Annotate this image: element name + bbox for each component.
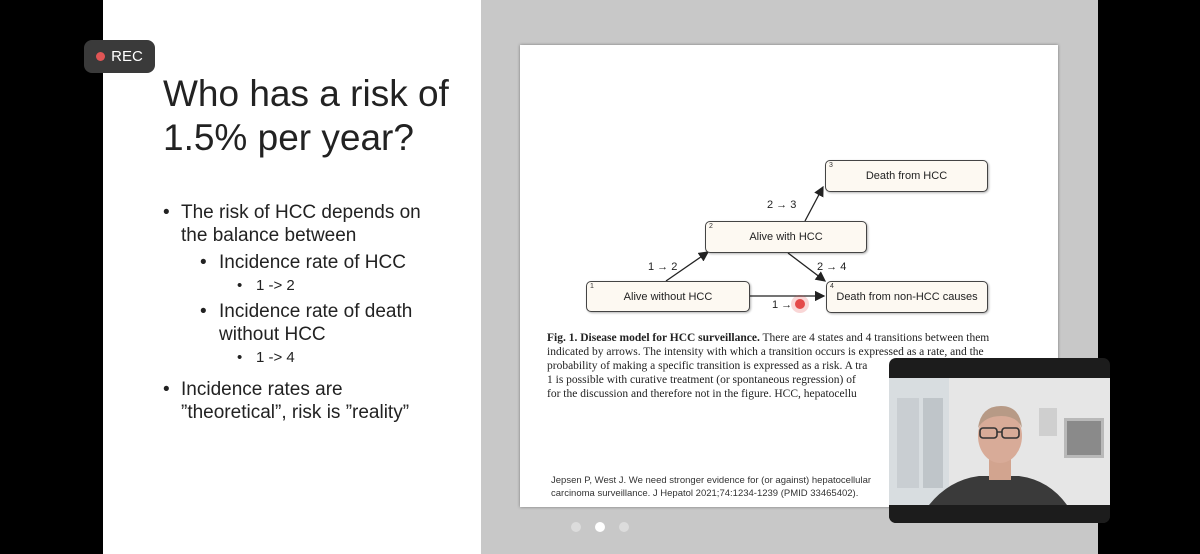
- transition-label-2-4: 2 → 4: [817, 261, 847, 273]
- right-letterbox: [1098, 0, 1200, 554]
- bullet-icon: •: [163, 202, 170, 223]
- bullet-icon: •: [237, 277, 243, 294]
- bullet-icon: •: [200, 301, 207, 322]
- state-label: Death from non-HCC causes: [836, 291, 978, 303]
- citation-line: Jepsen P, West J. We need stronger evidence for (or against) hepatocellular: [551, 475, 872, 486]
- slide-text-panel: [103, 0, 481, 554]
- state-death-from-hcc: [825, 160, 988, 192]
- citation: [551, 474, 891, 500]
- pager-dot[interactable]: [571, 522, 581, 532]
- state-number: 1: [590, 283, 594, 290]
- citation-line: carcinoma surveillance. J Hepatol 2021;74:1234-1239 (PMID 33465402).: [551, 488, 859, 499]
- bullet-icon: •: [200, 252, 207, 273]
- caption-line: 1 is possible with curative treatment (or spontaneous regression) of: [547, 374, 856, 386]
- pager-dot-active[interactable]: [595, 522, 605, 532]
- transition-label-1-4: 1 →: [772, 299, 793, 311]
- transition-label-2-3: 2 → 3: [767, 199, 797, 211]
- arrow-2-3: [805, 187, 823, 221]
- slide-bullets: [103, 0, 481, 554]
- state-label: Death from HCC: [865, 170, 948, 182]
- bullet-item: 1 -> 4: [256, 349, 295, 366]
- state-label: Alive with HCC: [749, 231, 823, 243]
- recording-indicator: [84, 40, 155, 73]
- state-number: 3: [829, 162, 833, 169]
- bullet-item: Incidence rate of HCC: [219, 252, 406, 273]
- state-alive-without-hcc: [586, 281, 750, 312]
- record-dot-icon: [96, 52, 105, 61]
- bullet-icon: •: [237, 349, 243, 366]
- transition-label-1-2: 1 → 2: [648, 261, 678, 273]
- recording-label: REC: [111, 48, 143, 65]
- caption-line: indicated by arrows. The intensity with which a transition occurs is expressed as a rate, and the: [547, 346, 984, 358]
- left-letterbox: [0, 0, 103, 554]
- slide-title: Who has a risk of 1.5% per year?: [163, 73, 449, 158]
- state-number: 4: [830, 283, 834, 290]
- bullet-item: Incidence rates are ”theoretical”, risk is ”reality”: [181, 379, 410, 423]
- caption-line: for the discussion and therefore not in the figure. HCC, hepatocellu: [547, 388, 857, 400]
- speaker-video-feed: [889, 358, 1110, 523]
- state-number: 2: [709, 223, 713, 230]
- bullet-item: Incidence rate of death without HCC: [219, 301, 413, 345]
- state-alive-with-hcc: [705, 221, 867, 253]
- state-death-non-hcc: [826, 281, 988, 313]
- caption-line: There are 4 states and 4 transitions between them: [762, 332, 990, 344]
- speaker-video-tile[interactable]: [889, 358, 1110, 523]
- caption-line: probability of making a specific transition is expressed as a risk. A tra: [547, 360, 868, 372]
- bullet-icon: •: [163, 379, 170, 400]
- bullet-item: The risk of HCC depends on the balance between: [181, 202, 421, 246]
- bullet-item: 1 -> 2: [256, 277, 295, 294]
- state-label: Alive without HCC: [623, 290, 713, 303]
- caption-title: Fig. 1. Disease model for HCC surveillance.: [547, 332, 760, 344]
- pager-dot[interactable]: [619, 522, 629, 532]
